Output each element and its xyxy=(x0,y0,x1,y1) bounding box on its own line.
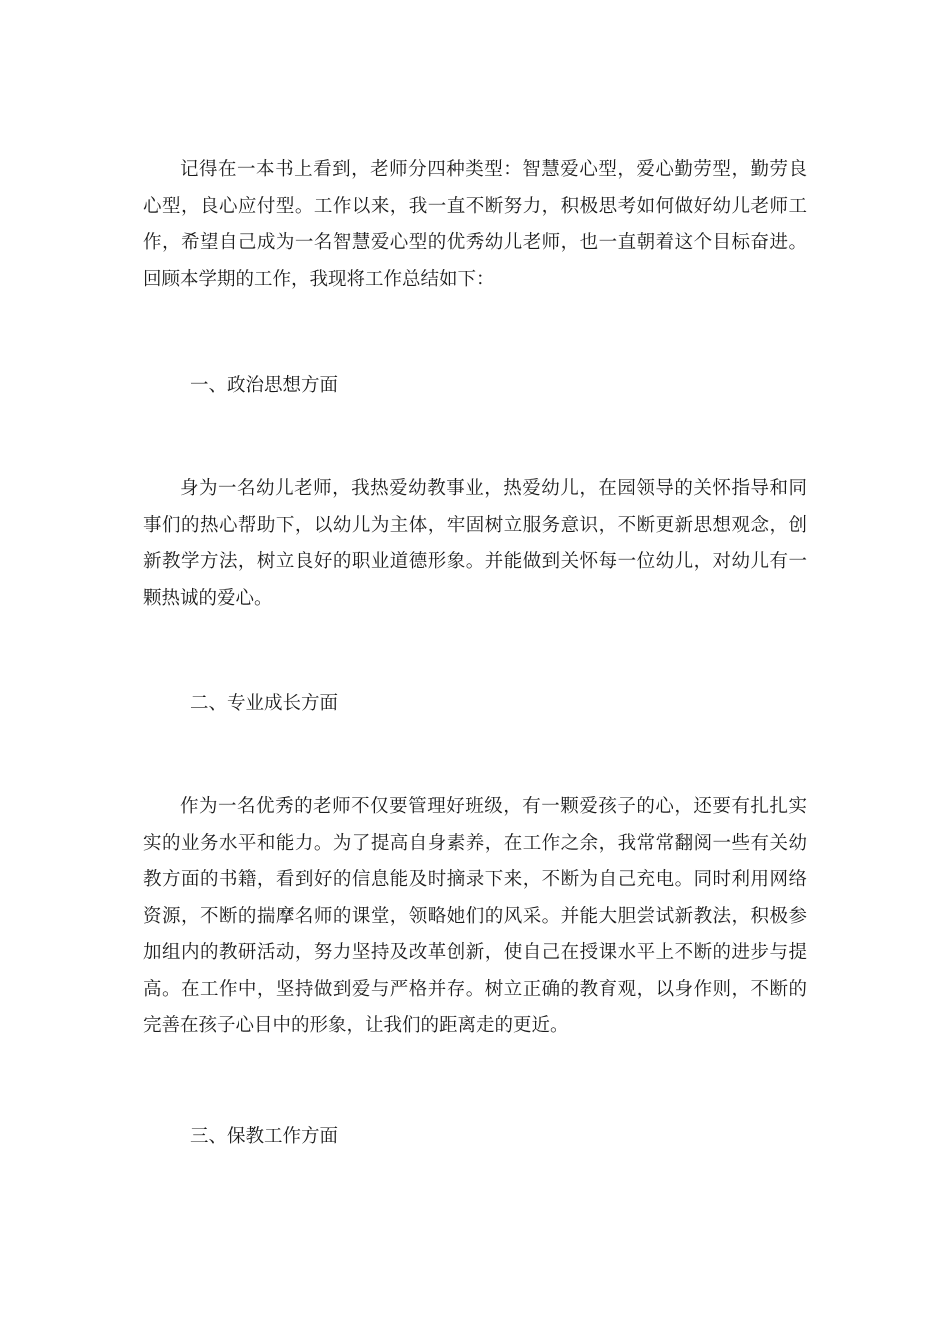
section-body-professional-growth: 作为一名优秀的老师不仅要管理好班级，有一颗爱孩子的心，还要有扎扎实实的业务水平和能力。为了提高自身素养，在工作之余，我常常翻阅一些有关幼教方面的书籍，看到好的信息能及时摘录下来，不断为自己充电。同时利用网络资源，不断的揣摩名师的课堂，领略她们的风采。并能大胆尝试新教法，积极参加组内的教研活动，努力坚持及改革创新，使自己在授课水平上不断的进步与提高。在工作中，坚持做到爱与严格并存。树立正确的教育观，以身作则，不断的完善在孩子心目中的形象，让我们的距离走的更近。 xyxy=(143,796,807,1036)
intro-paragraph: 记得在一本书上看到，老师分四种类型：智慧爱心型，爱心勤劳型，勤劳良心型，良心应付型。工作以来，我一直不断努力，积极思考如何做好幼儿老师工作，希望自己成为一名智慧爱心型的优秀幼儿老师，也一直朝着这个目标奋进。回顾本学期的工作，我现将工作总结如下： xyxy=(143,159,807,290)
section-heading-professional-growth: 二、专业成长方面 xyxy=(190,693,339,714)
section-body-politics: 身为一名幼儿老师，我热爱幼教事业，热爱幼儿，在园领导的关怀指导和同事们的热心帮助下，以幼儿为主体，牢固树立服务意识，不断更新思想观念，创新教学方法，树立良好的职业道德形象。并能做到关怀每一位幼儿，对幼儿有一颗热诚的爱心。 xyxy=(143,478,807,609)
section-heading-politics: 一、政治思想方面 xyxy=(190,375,339,396)
section-heading-care-education: 三、保教工作方面 xyxy=(190,1126,339,1147)
